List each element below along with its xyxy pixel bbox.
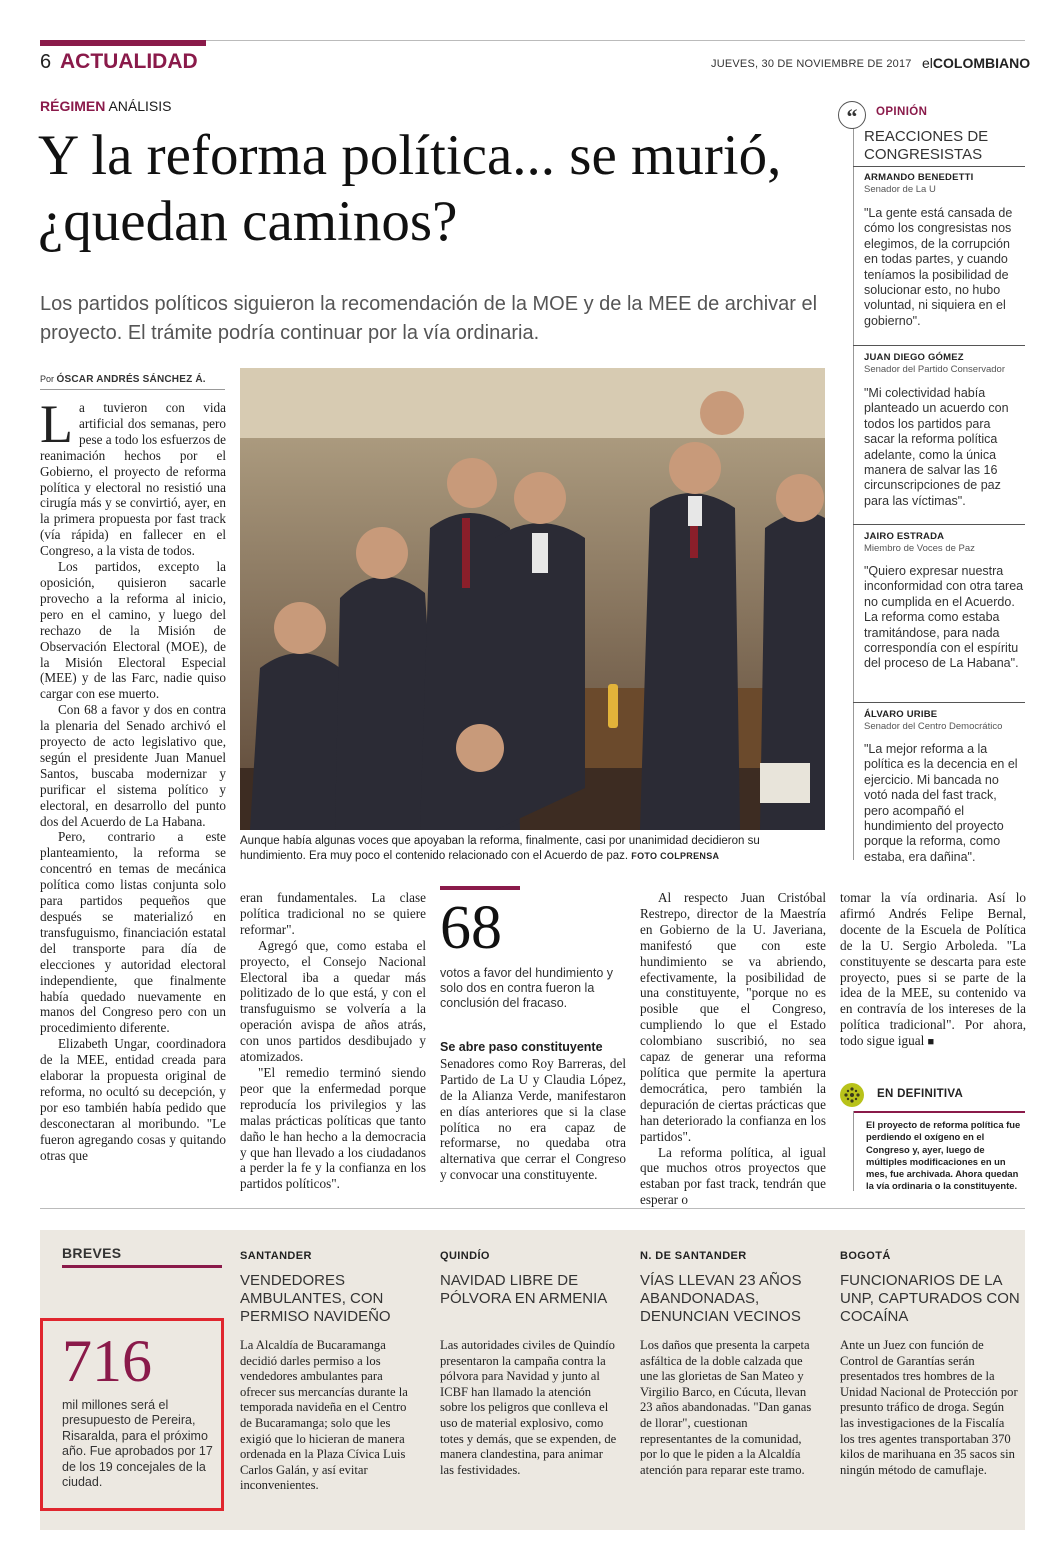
bullseye-icon-glyph: [840, 1083, 864, 1107]
opinion-author-name: JAIRO ESTRADA: [864, 531, 945, 542]
section-accent-bar: [40, 40, 206, 46]
byline-rule: [40, 389, 225, 390]
opinion-quote: "Quiero expresar nuestra inconformidad con otra tarea no cumplida en el Acuerdo. La reforma como estaba tramitándose, para nada correspondía con el espíritu del proceso de La Habana".: [864, 564, 1024, 671]
brief-text: Las autoridades civiles de Quindío presentaron la campaña contra la pólvora para Navidad y junto al ICBF han llamado la atención sobre los peligros que conlleva el uso de material explosivo, como totes y demás, que se expenden, de manera clandestina, para animar las festividades.: [440, 1338, 617, 1477]
article-paragraph: Pero, contrario a este planteamiento, la reforma se concentró en temas de mecánica política como listas conjunta solo para partidos pequeños que después se materializó en transfuguismo, financiación estatal del transporte para día de elecciones y autoridad electoral independiente, que finalmente había quedado nuevamente en manos del Congreso pero con un procedimiento diferente.: [40, 829, 226, 1036]
stat-accent-bar: [440, 886, 520, 890]
breves-stat-description: mil millones será el presupuesto de Pereira, Risaralda, para el próximo año. Fue aprobados por 17 de los 19 concejales de la ciudad.: [62, 1398, 213, 1490]
definitiva-rule: [853, 1111, 1025, 1113]
dropcap: L: [40, 394, 73, 454]
byline-prefix: Por: [40, 374, 55, 384]
article-paragraph: [840, 890, 1026, 1051]
brief-region: N. DE SANTANDER: [640, 1250, 747, 1262]
definitiva-text: El proyecto de reforma política fue perdiendo el oxígeno en el Congreso y, ayer, luego de múltiples modificaciones en un mes, fue archivada. Ahora quedan la vía ordinaria o la constituyente.: [866, 1119, 1021, 1192]
photo-caption-text: Aunque había algunas voces que apoyaban la reforma, finalmente, casi por unanimidad decidieron su hundimiento. Era muy poco el contenido relacionado con el Acuerdo de paz.: [240, 835, 760, 862]
opinion-rule: [853, 524, 1025, 525]
opinion-divider: [853, 128, 854, 860]
page-number: 6: [40, 51, 52, 73]
opinion-label: OPINIÓN: [876, 106, 928, 118]
brief-region: SANTANDER: [240, 1250, 312, 1262]
opinion-rule: [853, 345, 1025, 346]
section-name: ACTUALIDAD: [60, 50, 198, 73]
stat-number: 68: [440, 894, 502, 962]
end-mark: ■: [927, 1036, 935, 1049]
news-photo: [240, 368, 825, 830]
brief-region: BOGOTÁ: [840, 1250, 891, 1262]
brief-text: Ante un Juez con función de Control de Garantías serán presentados tres hombres de la Unidad Nacional de Protección por presunto tráfico de droga. Según las investigaciones de la Fiscalía los tres agentes transportaban 370 kilos de marihuana en 35 sacos sin ningún método de camuflaje.: [840, 1338, 1018, 1477]
bullseye-icon: [840, 1083, 864, 1107]
article-subhead: Se abre paso constituyente: [440, 1040, 603, 1054]
deck: Los partidos políticos siguieron la recomendación de la MOE y de la MEE de archivar el proyecto. El trámite podría continuar por la vía ordinaria.: [40, 293, 818, 344]
brief-title: NAVIDAD LIBRE DE PÓLVORA EN ARMENIA: [440, 1272, 608, 1307]
opinion-author-name: ÁLVARO URIBE: [864, 709, 938, 720]
article-column-5: [840, 890, 1026, 1051]
article-column-4: [640, 890, 826, 1208]
photo-caption: [240, 834, 825, 864]
article-column-3: [440, 1040, 626, 1183]
definitiva-label: EN DEFINITIVA: [877, 1088, 964, 1100]
newspaper-name-main: COLOMBIANO: [932, 55, 1031, 71]
article-paragraph: a tuvieron con vida artificial dos semanas, pero pese a todo los esfuerzos de reanimación hechos por el Gobierno, el proyecto de reforma política y electoral no resistió una cirugía más y se convirtió, ayer, en la primera propuesta por fast track (vía rápida) en fallecer en el Congreso, a la vista de todos.: [40, 400, 226, 559]
article-column-2: [240, 890, 426, 1192]
opinion-rule: [853, 166, 1025, 167]
opinion-author-role: Miembro de Voces de Paz: [864, 543, 975, 554]
brief-region: QUINDÍO: [440, 1250, 490, 1262]
brief-text: La Alcaldía de Bucaramanga decidió darles permiso a los vendedores ambulantes para ofrecer sus mercancías durante la temporada navideña en el Centro de Bucaramanga; solo que les exigió que lo hicieran de manera ordenada en la Plaza Cívica Luis Carlos Galán, y así evitar inconvenientes.: [240, 1338, 408, 1493]
opinion-author-role: Senador del Centro Democrático: [864, 721, 1003, 732]
article-paragraph: Elizabeth Ungar, coordinadora de la MEE, entidad creada para elaborar la propuesta original de reforma, no ocultó su decepción, y por eso también había pedido que desconectaran al moribundo. "Le fueron agregando cosas y quitando otras que: [40, 1036, 226, 1163]
opinion-quote: "La gente está cansada de cómo los congresistas nos elegimos, de la corrupción en todas partes, y cuando teníamos la posibilidad de solucionar esto, no hubo voluntad, ni siquiera en el gobierno".: [864, 206, 1013, 328]
article-paragraph: Senadores como Roy Barreras, del Partido de La U y Claudia López, de la Alianza Verde, manifestaron en días anteriores que si la clase política no era capaz de reformarse, no quedaba otra alternativa que cerrar el Congreso y convocar una constituyente.: [440, 1055, 626, 1183]
article-column-1: [40, 394, 226, 1164]
opinion-rule: [853, 702, 1025, 703]
opinion-title: REACCIONES DE CONGRESISTAS: [864, 128, 989, 163]
article-paragraph: Al respecto Juan Cristóbal Restrepo, director de la Maestría en Gobierno de la U. Javeriana, manifestó que con este hundimiento se va abriendo, efectivamente, la posibilidad de una constituyente, "porque no es posible que el Congreso, cumpliendo lo que el Estado colombiano suscribió, no sea capaz de generar una reforma política que permite la apertura democrática, pero también la depuración de ciertas prácticas que han deteriorado la confianza en los partidos".: [640, 890, 826, 1144]
opinion-quote: "La mejor reforma a la política es la decencia en el ejercicio. Mi bancada no votó nada del fast track, pero acompañó el hundimiento del proyecto porque la reforma, como estaba, era dañina".: [864, 742, 1018, 864]
headline: Y la reforma política... se murió, ¿quedan caminos?: [38, 124, 782, 253]
senate-photo-illustration: [240, 368, 825, 830]
article-paragraph: Los partidos, excepto la oposición, quisieron sacarle provecho a la reforma al inicio, pero en el camino, y luego del rechazo de la Misión de Observación Electoral (MOE), de la Misión Electoral Especial (MEE) y de las Farc, nadie quiso cargar con ese muerto.: [40, 559, 226, 702]
newspaper-name: [922, 55, 1030, 71]
brief-title: FUNCIONARIOS DE LA UNP, CAPTURADOS CON COCAÍNA: [840, 1272, 1020, 1325]
byline: [40, 374, 206, 385]
kicker-tag: RÉGIMEN: [40, 98, 106, 114]
photo-credit: FOTO COLPRENSA: [631, 851, 720, 861]
article-paragraph: Agregó que, como estaba el proyecto, el Consejo Nacional Electoral iba a quedar más politizado de lo que está, y con el transfuguismo se volvería a la operación avispa de años atrás, con unos partidos desdibujado y atomizados.: [240, 937, 426, 1065]
opinion-author-role: Senador de La U: [864, 184, 936, 195]
opinion-quote: "Mi colectividad había planteado un acuerdo con todos los partidos para sacar la reforma política adelante, como la única manera de salvar las 16 circunscripciones de paz para las víctimas".: [864, 386, 1009, 508]
breves-accent-bar: [62, 1265, 222, 1268]
kicker: [40, 98, 172, 114]
byline-author: ÓSCAR ANDRÉS SÁNCHEZ Á.: [56, 374, 206, 385]
opinion-author-name: ARMANDO BENEDETTI: [864, 172, 974, 183]
brief-title: VENDEDORES AMBULANTES, CON PERMISO NAVIDEÑO: [240, 1272, 391, 1325]
article-paragraph: Con 68 a favor y dos en contra la plenaria del Senado archivó el proyecto de acto legislativo que, según el presidente Juan Manuel Santos, buscaba modernizar y purificar el sistema político y electoral, en desarrollo del punto dos del Acuerdo de La Habana.: [40, 702, 226, 829]
article-paragraph: "El remedio terminó siendo peor que la enfermedad porque reproducía los privilegios y las malas prácticas políticas que tanto daño le han hecho a la democracia y que han llevado a los ciudadanos a perder la fe y la confianza en los partidos políticos".: [240, 1064, 426, 1192]
kicker-type: ANÁLISIS: [108, 98, 172, 114]
article-paragraph-text: tomar la vía ordinaria. Así lo afirmó Andrés Felipe Bernal, docente de la Escuela de Política de la U. Sergio Arboleda. "La constituyente se descarta para este proyecto, pues si se parte de la idea de la MEE, su contenido va en contravía de los intereses de la política tradicional". Por ahora, todo sigue igual: [840, 890, 1026, 1049]
breves-label: BREVES: [62, 1245, 122, 1261]
article-paragraph: eran fundamentales. La clase política tradicional no se quiere reformar".: [240, 890, 426, 937]
opinion-author-name: JUAN DIEGO GÓMEZ: [864, 352, 964, 363]
breves-stat-number: 716: [62, 1328, 152, 1394]
breves-top-rule: [40, 1208, 1025, 1209]
article-paragraph: La reforma política, al igual que muchos otros proyectos que estaban por fast track, tendrán que esperar o: [640, 1144, 826, 1208]
quote-icon: “: [838, 101, 866, 129]
publication-date: JUEVES, 30 DE NOVIEMBRE DE 2017: [711, 58, 912, 70]
brief-title: VÍAS LLEVAN 23 AÑOS ABANDONADAS, DENUNCIAN VECINOS: [640, 1272, 802, 1325]
definitiva-divider: [853, 1111, 854, 1191]
stat-description: votos a favor del hundimiento y solo dos en contra fueron la conclusión del fracaso.: [440, 966, 614, 1010]
brief-text: Los daños que presenta la carpeta asfáltica de la doble calzada que une las glorietas de San Mateo y Virgilio Barco, en Cúcuta, llevan 23 años abandonadas. "Dan ganas de llorar", cuestionan representantes de la comunidad, por lo que le piden a la Alcaldía atención para reparar este tramo.: [640, 1338, 812, 1477]
newspaper-name-prefix: el: [922, 55, 933, 71]
opinion-author-role: Senador del Partido Conservador: [864, 364, 1006, 375]
